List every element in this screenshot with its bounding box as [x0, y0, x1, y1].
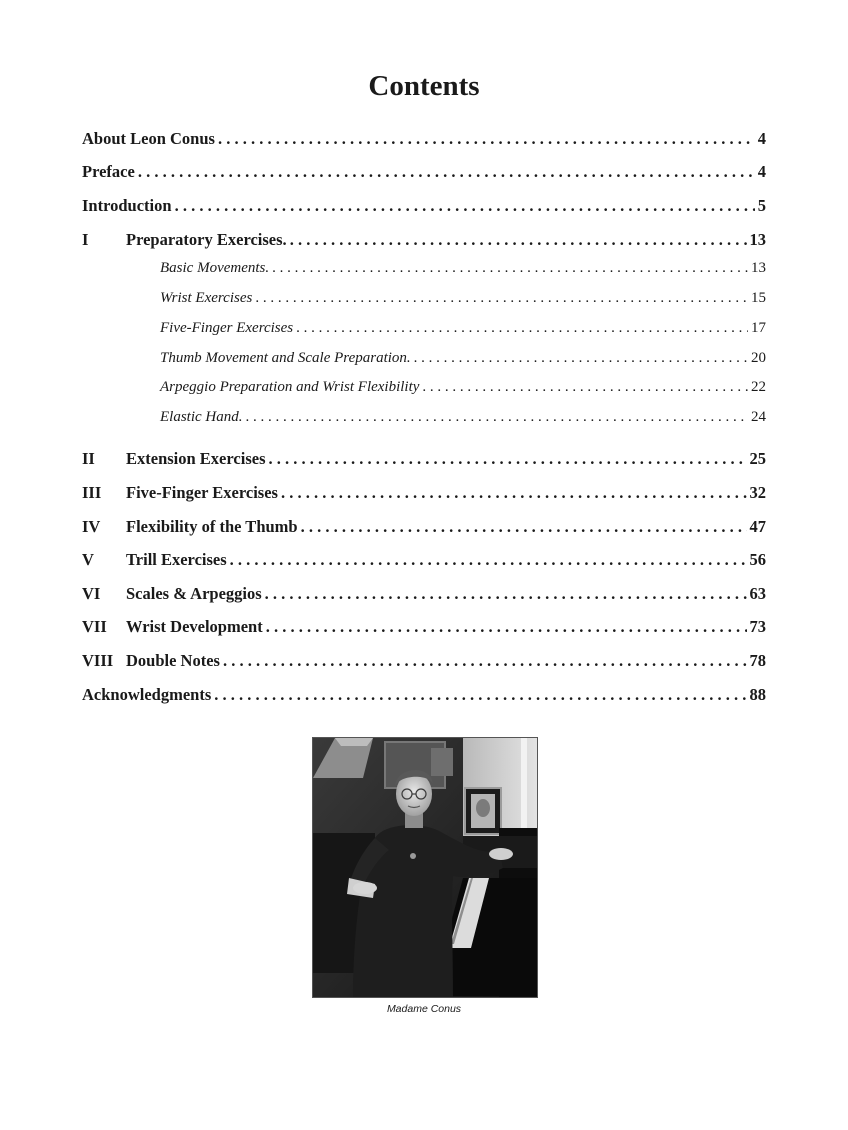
toc-subentry-thumb-movement[interactable] [160, 350, 766, 374]
toc-entry-page: 20 [751, 350, 766, 366]
toc-entry-label: Wrist Exercises [160, 290, 253, 306]
toc-entry-chapter-3[interactable] [82, 483, 766, 507]
dot-leader [290, 230, 747, 250]
toc-entry-label: Elastic Hand. [160, 409, 243, 425]
toc-entry-acknowledgments[interactable] [82, 685, 766, 709]
toc-entry-label: Scales & Arpeggios [126, 584, 262, 603]
dot-leader [272, 260, 748, 277]
toc-entry-page: 73 [749, 617, 766, 636]
toc-entry-label: Five-Finger Exercises [126, 483, 278, 502]
chapter-number: I [82, 230, 89, 249]
toc-entry-page: 4 [757, 129, 766, 148]
toc-entry-label: Thumb Movement and Scale Preparation. [160, 350, 411, 366]
toc-entry-label: Acknowledgments [82, 685, 212, 704]
toc-subentry-elastic-hand[interactable] [160, 409, 766, 433]
toc-entry-page: 24 [751, 409, 766, 425]
toc-entry-label: Preparatory Exercises. [126, 230, 287, 249]
toc-entry-chapter-6[interactable] [82, 584, 766, 608]
toc-entry-page: 17 [751, 320, 766, 336]
toc-subentry-five-finger-exercises[interactable] [160, 320, 766, 344]
toc-entry-label: Introduction [82, 196, 172, 215]
photo-caption: Madame Conus [386, 1003, 462, 1015]
dot-leader [255, 290, 748, 307]
chapter-number: II [82, 449, 95, 468]
dot-leader [265, 584, 747, 604]
dot-leader [422, 379, 748, 396]
toc-subentry-arpeggio-preparation[interactable] [160, 379, 766, 403]
chapter-number: IV [82, 517, 101, 536]
toc-subentry-wrist-exercises[interactable] [160, 290, 766, 314]
toc-entry-chapter-8[interactable] [82, 651, 766, 675]
toc-entry-about[interactable] [82, 129, 766, 153]
toc-entry-chapter-4[interactable] [82, 517, 766, 541]
portrait-photo [312, 737, 538, 998]
dot-leader [414, 350, 748, 367]
dot-leader [214, 685, 746, 705]
toc-entry-label: Extension Exercises [126, 449, 266, 468]
dot-leader [175, 196, 755, 216]
dot-leader [230, 550, 747, 570]
toc-entry-label: Five-Finger Exercises [160, 320, 294, 336]
toc-entry-label: Flexibility of the Thumb [126, 517, 298, 536]
toc-entry-chapter-5[interactable] [82, 550, 766, 574]
toc-entry-page: 47 [749, 517, 766, 536]
toc-entry-page: 22 [751, 379, 766, 395]
toc-entry-page: 63 [749, 584, 766, 603]
toc-entry-label: About Leon Conus [82, 129, 215, 148]
dot-leader [301, 517, 747, 537]
toc-entry-page: 32 [749, 483, 766, 502]
toc-entry-page: 4 [757, 162, 766, 181]
toc-entry-chapter-7[interactable] [82, 617, 766, 641]
toc-entry-label: Trill Exercises [126, 550, 227, 569]
toc-entry-label: Preface [82, 162, 135, 181]
dot-leader [269, 449, 747, 469]
toc-entry-chapter-1[interactable] [82, 230, 766, 254]
chapter-number: VII [82, 617, 107, 636]
portrait-photo-illustration [313, 738, 537, 997]
chapter-number: VI [82, 584, 101, 603]
toc-entry-page: 25 [749, 449, 766, 468]
toc-entry-label: Wrist Development [126, 617, 263, 636]
dot-leader [138, 162, 755, 182]
toc-entry-label: Double Notes [126, 651, 220, 670]
toc-entry-page: 15 [751, 290, 766, 306]
toc-entry-page: 56 [749, 550, 766, 569]
toc-entry-page: 5 [757, 196, 766, 215]
dot-leader [296, 320, 748, 337]
toc-entry-introduction[interactable] [82, 196, 766, 220]
chapter-number: V [82, 550, 94, 569]
toc-entry-page: 88 [749, 685, 766, 704]
toc-entry-page: 13 [751, 260, 766, 276]
toc-entry-page: 13 [749, 230, 766, 249]
dot-leader [218, 129, 755, 149]
toc-entry-label: Arpeggio Preparation and Wrist Flexibility [160, 379, 420, 395]
toc-entry-page: 78 [749, 651, 766, 670]
toc-entry-chapter-2[interactable] [82, 449, 766, 473]
chapter-number: VIII [82, 651, 114, 670]
page-title: Contents [368, 70, 480, 102]
toc-subentry-basic-movements[interactable] [160, 260, 766, 284]
toc-entry-preface[interactable] [82, 162, 766, 186]
dot-leader [223, 651, 747, 671]
chapter-number: III [82, 483, 102, 502]
dot-leader [246, 409, 749, 426]
toc-entry-label: Basic Movements. [160, 260, 270, 276]
dot-leader [281, 483, 747, 503]
dot-leader [266, 617, 747, 637]
